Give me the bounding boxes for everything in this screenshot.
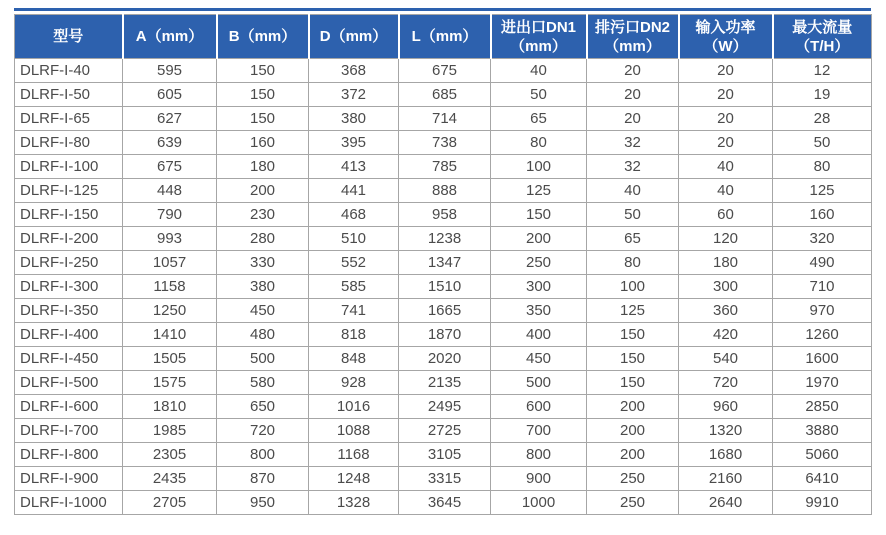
table-cell: 200 <box>587 419 679 443</box>
table-cell: 1510 <box>399 275 491 299</box>
table-cell: 585 <box>309 275 399 299</box>
table-cell: 180 <box>679 251 773 275</box>
table-cell: 350 <box>491 299 587 323</box>
table-cell: 595 <box>123 59 217 83</box>
table-cell: 552 <box>309 251 399 275</box>
table-cell: 790 <box>123 203 217 227</box>
table-cell: 20 <box>679 107 773 131</box>
table-cell: 150 <box>217 83 309 107</box>
table-cell: 1680 <box>679 443 773 467</box>
table-cell: 372 <box>309 83 399 107</box>
table-cell: 970 <box>773 299 872 323</box>
table-cell: 320 <box>773 227 872 251</box>
table-cell: 80 <box>773 155 872 179</box>
table-cell: 200 <box>217 179 309 203</box>
table-cell: 1088 <box>309 419 399 443</box>
table-cell: 368 <box>309 59 399 83</box>
table-cell: 714 <box>399 107 491 131</box>
table-cell: 888 <box>399 179 491 203</box>
table-cell: 32 <box>587 155 679 179</box>
table-cell: 2160 <box>679 467 773 491</box>
table-row <box>15 83 872 107</box>
column-header <box>679 15 773 59</box>
table-cell: DLRF-I-1000 <box>15 491 123 515</box>
table-row <box>15 491 872 515</box>
table-cell: 2850 <box>773 395 872 419</box>
table-row <box>15 275 872 299</box>
table-cell: 480 <box>217 323 309 347</box>
table-cell: 1016 <box>309 395 399 419</box>
table-row <box>15 371 872 395</box>
table-row <box>15 467 872 491</box>
table-cell: 6410 <box>773 467 872 491</box>
table-cell: 40 <box>491 59 587 83</box>
table-cell: 160 <box>773 203 872 227</box>
table-cell: 32 <box>587 131 679 155</box>
table-header <box>15 15 872 59</box>
table-cell: 20 <box>679 83 773 107</box>
table-cell: 1250 <box>123 299 217 323</box>
table-cell: 450 <box>491 347 587 371</box>
table-cell: 300 <box>679 275 773 299</box>
table-cell: 5060 <box>773 443 872 467</box>
table-cell: 1260 <box>773 323 872 347</box>
table-cell: 1347 <box>399 251 491 275</box>
table-cell: 468 <box>309 203 399 227</box>
table-cell: 3105 <box>399 443 491 467</box>
table-cell: 1410 <box>123 323 217 347</box>
table-cell: 120 <box>679 227 773 251</box>
table-cell: 60 <box>679 203 773 227</box>
column-header-line2: （mm） <box>510 37 567 55</box>
column-header-line1: B（mm） <box>228 28 297 45</box>
table-cell: 1168 <box>309 443 399 467</box>
table-cell: 3645 <box>399 491 491 515</box>
table-cell: 40 <box>679 179 773 203</box>
table-cell: 950 <box>217 491 309 515</box>
table-cell: 1248 <box>309 467 399 491</box>
spec-table-container <box>14 8 871 515</box>
column-header-line1: 进出口DN1 <box>500 18 576 36</box>
table-cell: 150 <box>587 347 679 371</box>
table-cell: 2435 <box>123 467 217 491</box>
table-row <box>15 251 872 275</box>
table-row <box>15 155 872 179</box>
table-cell: 300 <box>491 275 587 299</box>
table-cell: 19 <box>773 83 872 107</box>
table-cell: 490 <box>773 251 872 275</box>
table-cell: DLRF-I-700 <box>15 419 123 443</box>
table-cell: 230 <box>217 203 309 227</box>
table-top-border <box>14 8 871 11</box>
table-cell: 870 <box>217 467 309 491</box>
table-cell: 1158 <box>123 275 217 299</box>
table-cell: 993 <box>123 227 217 251</box>
table-cell: 1057 <box>123 251 217 275</box>
table-row <box>15 107 872 131</box>
table-cell: 40 <box>679 155 773 179</box>
table-row <box>15 179 872 203</box>
table-cell: 800 <box>217 443 309 467</box>
table-cell: 675 <box>399 59 491 83</box>
table-cell: 20 <box>587 83 679 107</box>
table-cell: 380 <box>309 107 399 131</box>
table-cell: 500 <box>491 371 587 395</box>
table-cell: 639 <box>123 131 217 155</box>
table-cell: 450 <box>217 299 309 323</box>
table-cell: 100 <box>491 155 587 179</box>
table-cell: 580 <box>217 371 309 395</box>
column-header-line1: 排污口DN2 <box>594 18 670 36</box>
table-cell: 1575 <box>123 371 217 395</box>
table-cell: 720 <box>217 419 309 443</box>
table-cell: 50 <box>587 203 679 227</box>
table-cell: 1238 <box>399 227 491 251</box>
table-cell: DLRF-I-50 <box>15 83 123 107</box>
column-header-line2: （W） <box>703 37 748 55</box>
table-row <box>15 203 872 227</box>
table-cell: 2725 <box>399 419 491 443</box>
table-cell: 150 <box>587 323 679 347</box>
table-cell: 250 <box>587 491 679 515</box>
table-cell: 65 <box>491 107 587 131</box>
table-cell: 958 <box>399 203 491 227</box>
table-row <box>15 59 872 83</box>
table-cell: DLRF-I-65 <box>15 107 123 131</box>
table-cell: DLRF-I-600 <box>15 395 123 419</box>
table-cell: 3880 <box>773 419 872 443</box>
table-cell: 2495 <box>399 395 491 419</box>
table-cell: 250 <box>587 467 679 491</box>
table-cell: 125 <box>773 179 872 203</box>
table-cell: 818 <box>309 323 399 347</box>
table-cell: 150 <box>587 371 679 395</box>
column-header-line1: 型号 <box>53 28 84 45</box>
table-cell: 900 <box>491 467 587 491</box>
table-body <box>15 59 872 515</box>
table-row <box>15 443 872 467</box>
table-cell: 2705 <box>123 491 217 515</box>
table-cell: 413 <box>309 155 399 179</box>
table-cell: 380 <box>217 275 309 299</box>
column-header <box>399 15 491 59</box>
column-header-line1: L（mm） <box>411 28 478 45</box>
table-row <box>15 299 872 323</box>
table-cell: 720 <box>679 371 773 395</box>
table-cell: 785 <box>399 155 491 179</box>
table-cell: 741 <box>309 299 399 323</box>
table-cell: DLRF-I-400 <box>15 323 123 347</box>
table-cell: 200 <box>587 395 679 419</box>
table-cell: 1870 <box>399 323 491 347</box>
table-cell: 1600 <box>773 347 872 371</box>
table-row <box>15 323 872 347</box>
table-cell: 20 <box>587 59 679 83</box>
table-cell: DLRF-I-450 <box>15 347 123 371</box>
table-cell: 160 <box>217 131 309 155</box>
column-header-line2: （mm） <box>604 37 661 55</box>
table-cell: 2305 <box>123 443 217 467</box>
table-cell: 2135 <box>399 371 491 395</box>
table-cell: 250 <box>491 251 587 275</box>
table-cell: 2020 <box>399 347 491 371</box>
table-cell: 125 <box>587 299 679 323</box>
table-row <box>15 419 872 443</box>
table-cell: DLRF-I-100 <box>15 155 123 179</box>
column-header <box>217 15 309 59</box>
table-cell: 9910 <box>773 491 872 515</box>
table-cell: DLRF-I-250 <box>15 251 123 275</box>
table-cell: 1985 <box>123 419 217 443</box>
table-cell: 360 <box>679 299 773 323</box>
table-row <box>15 347 872 371</box>
table-cell: 180 <box>217 155 309 179</box>
table-cell: 605 <box>123 83 217 107</box>
table-cell: 40 <box>587 179 679 203</box>
header-row <box>15 15 872 59</box>
table-cell: 28 <box>773 107 872 131</box>
table-cell: 80 <box>491 131 587 155</box>
table-cell: 848 <box>309 347 399 371</box>
table-cell: 3315 <box>399 467 491 491</box>
table-cell: 395 <box>309 131 399 155</box>
table-cell: 20 <box>679 59 773 83</box>
table-cell: 1000 <box>491 491 587 515</box>
column-header <box>309 15 399 59</box>
column-header-line2: （T/H） <box>795 37 850 55</box>
table-cell: 510 <box>309 227 399 251</box>
table-row <box>15 131 872 155</box>
column-header-line1: A（mm） <box>135 28 204 45</box>
table-cell: 700 <box>491 419 587 443</box>
column-header-line1: 最大流量 <box>792 18 853 36</box>
table-cell: DLRF-I-900 <box>15 467 123 491</box>
table-cell: 500 <box>217 347 309 371</box>
column-header <box>123 15 217 59</box>
table-cell: 420 <box>679 323 773 347</box>
table-cell: DLRF-I-300 <box>15 275 123 299</box>
table-cell: 65 <box>587 227 679 251</box>
table-cell: 650 <box>217 395 309 419</box>
table-cell: 280 <box>217 227 309 251</box>
table-cell: 1328 <box>309 491 399 515</box>
table-cell: 200 <box>491 227 587 251</box>
table-cell: 50 <box>491 83 587 107</box>
table-cell: DLRF-I-200 <box>15 227 123 251</box>
table-cell: 675 <box>123 155 217 179</box>
table-cell: 100 <box>587 275 679 299</box>
column-header-line1: 输入功率 <box>695 18 756 36</box>
table-cell: 600 <box>491 395 587 419</box>
column-header <box>587 15 679 59</box>
table-cell: 150 <box>217 59 309 83</box>
table-cell: 1810 <box>123 395 217 419</box>
table-cell: DLRF-I-80 <box>15 131 123 155</box>
table-cell: 20 <box>587 107 679 131</box>
column-header <box>15 15 123 59</box>
table-row <box>15 395 872 419</box>
spec-table <box>14 14 872 515</box>
table-cell: 448 <box>123 179 217 203</box>
table-cell: 928 <box>309 371 399 395</box>
table-cell: 12 <box>773 59 872 83</box>
table-cell: 1505 <box>123 347 217 371</box>
table-cell: 960 <box>679 395 773 419</box>
table-cell: 400 <box>491 323 587 347</box>
table-cell: 1665 <box>399 299 491 323</box>
table-cell: 685 <box>399 83 491 107</box>
column-header <box>491 15 587 59</box>
column-header-line1: D（mm） <box>319 28 388 45</box>
table-cell: 330 <box>217 251 309 275</box>
table-cell: 540 <box>679 347 773 371</box>
table-cell: 20 <box>679 131 773 155</box>
table-cell: 125 <box>491 179 587 203</box>
table-cell: 1970 <box>773 371 872 395</box>
table-cell: 2640 <box>679 491 773 515</box>
table-cell: 710 <box>773 275 872 299</box>
table-cell: DLRF-I-40 <box>15 59 123 83</box>
table-cell: DLRF-I-500 <box>15 371 123 395</box>
table-cell: 150 <box>217 107 309 131</box>
table-row <box>15 227 872 251</box>
table-cell: 627 <box>123 107 217 131</box>
table-cell: 200 <box>587 443 679 467</box>
table-cell: DLRF-I-150 <box>15 203 123 227</box>
table-cell: 80 <box>587 251 679 275</box>
table-cell: 441 <box>309 179 399 203</box>
table-cell: 738 <box>399 131 491 155</box>
table-cell: DLRF-I-800 <box>15 443 123 467</box>
table-cell: DLRF-I-125 <box>15 179 123 203</box>
table-cell: 50 <box>773 131 872 155</box>
column-header <box>773 15 872 59</box>
table-cell: 150 <box>491 203 587 227</box>
table-cell: DLRF-I-350 <box>15 299 123 323</box>
table-cell: 800 <box>491 443 587 467</box>
table-cell: 1320 <box>679 419 773 443</box>
